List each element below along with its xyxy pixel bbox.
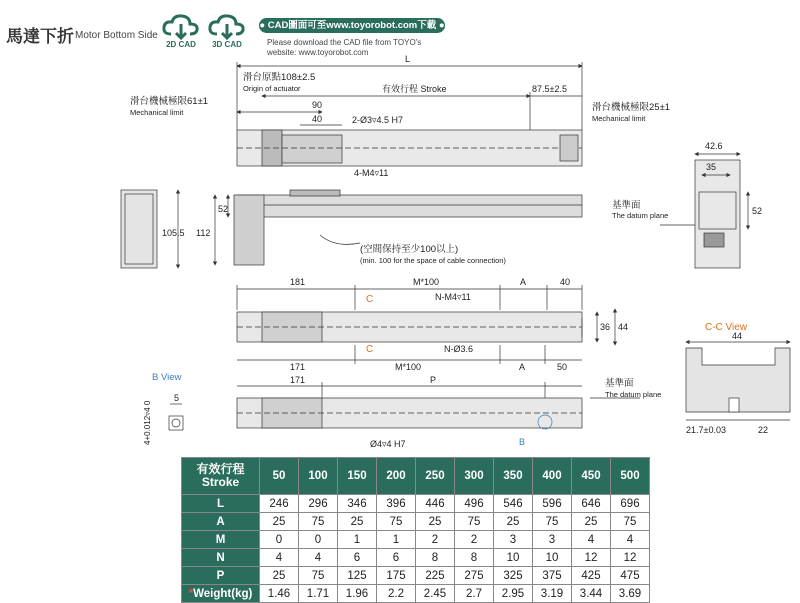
table-cell: 8 — [455, 549, 494, 567]
b-marker-label: B — [519, 437, 526, 447]
section-c-top-label: C — [366, 294, 374, 305]
table-cell: 446 — [416, 495, 455, 513]
table-cell: 396 — [377, 495, 416, 513]
dim-181: 181 — [290, 277, 306, 287]
stroke-header-cn: 有效行程 — [196, 462, 245, 476]
table-row — [182, 495, 650, 513]
nm4-label: N-M4▿11 — [435, 292, 471, 302]
dim-42-6: 42.6 — [705, 141, 723, 151]
table-row-weight — [182, 585, 650, 603]
table-cell: 25 — [260, 513, 299, 531]
table-cell: 296 — [299, 495, 338, 513]
table-cell: 3 — [494, 531, 533, 549]
table-cell: 646 — [572, 495, 611, 513]
b-view-label: B View — [152, 372, 182, 383]
dim-52-side: 52 — [218, 204, 229, 214]
table-cell: 2 — [455, 531, 494, 549]
column-header: 450 — [572, 458, 611, 495]
table-cell: 346 — [338, 495, 377, 513]
column-header: 150 — [338, 458, 377, 495]
table-cell: 75 — [377, 513, 416, 531]
column-header: 250 — [416, 458, 455, 495]
dim-35: 35 — [706, 162, 717, 172]
table-cell: 3 — [533, 531, 572, 549]
row-label-weight — [182, 585, 260, 603]
table-cell: 8 — [416, 549, 455, 567]
banner-subtext-1: Please download the CAD file from TOYO's — [267, 38, 422, 47]
table-cell: 25 — [494, 513, 533, 531]
table-cell: 2.45 — [416, 585, 455, 603]
dim-tolerance: 4+0.012▿4 0 — [143, 400, 152, 445]
datum-label-en: The datum plane — [612, 211, 669, 220]
dim-112: 112 — [196, 228, 211, 238]
origin-label-en: Origin of actuator — [243, 84, 301, 93]
row-label: A — [182, 513, 260, 531]
table-cell: 4 — [260, 549, 299, 567]
dim-a-top: A — [520, 277, 527, 287]
table-cell: 6 — [377, 549, 416, 567]
dim-44-cc: 44 — [732, 331, 743, 341]
download-banner[interactable]: ● CAD圖面可至www.toyorobot.com下載 ● — [259, 20, 445, 31]
stroke-header — [182, 458, 260, 495]
dim-40-top: 40 — [560, 277, 571, 287]
row-label: P — [182, 567, 260, 585]
dim-40: 40 — [312, 114, 323, 124]
dim-171: 171 — [290, 362, 306, 372]
table-cell: 2.2 — [377, 585, 416, 603]
table-cell: 25 — [260, 567, 299, 585]
cc-view-label: C-C View — [705, 322, 748, 333]
stroke-header-en: Stroke — [201, 475, 240, 489]
dim-44: 44 — [618, 322, 629, 332]
table-cell: 475 — [611, 567, 650, 585]
cable-space-en: (min. 100 for the space of cable connection) — [360, 256, 506, 265]
table-header-row — [182, 458, 650, 495]
table-cell: 496 — [455, 495, 494, 513]
datum-label-cn: 基準面 — [612, 200, 641, 211]
table-cell: 75 — [455, 513, 494, 531]
cable-space-cn: (空間保持至少100以上) — [360, 244, 459, 255]
dim-p: P — [430, 375, 437, 385]
table-cell: 125 — [338, 567, 377, 585]
table-cell: 1.71 — [299, 585, 338, 603]
table-cell: 1.46 — [260, 585, 299, 603]
dim-50: 50 — [557, 362, 568, 372]
weight-label: Weight(kg) — [193, 587, 253, 600]
table-cell: 1 — [338, 531, 377, 549]
dim-87-5: 87.5±2.5 — [532, 84, 567, 94]
datum2-label-en: The datum plane — [605, 390, 662, 399]
dim-L: L — [405, 54, 411, 64]
table-cell: 75 — [533, 513, 572, 531]
dim-171-bottom: 171 — [290, 375, 306, 385]
table-cell: 4 — [299, 549, 338, 567]
table-cell: 2.95 — [494, 585, 533, 603]
column-header: 300 — [455, 458, 494, 495]
dim-21-7: 21.7±0.03 — [686, 425, 726, 435]
table-cell: 596 — [533, 495, 572, 513]
table-cell: 3.69 — [611, 585, 650, 603]
table-cell: 696 — [611, 495, 650, 513]
table-cell: 3.44 — [572, 585, 611, 603]
title-chinese: 馬達下折 — [6, 27, 74, 46]
dim-m100-bottom: M*100 — [395, 362, 422, 372]
table-cell: 75 — [299, 567, 338, 585]
row-label: N — [182, 549, 260, 567]
dim-22: 22 — [758, 425, 769, 435]
column-header: 50 — [260, 458, 299, 495]
column-header: 200 — [377, 458, 416, 495]
dim-52-right: 52 — [752, 206, 763, 216]
dim-90: 90 — [312, 100, 323, 110]
table-cell: 0 — [260, 531, 299, 549]
table-cell: 25 — [416, 513, 455, 531]
table-cell: 10 — [533, 549, 572, 567]
table-row — [182, 549, 650, 567]
dim-36: 36 — [600, 322, 611, 332]
table-cell: 375 — [533, 567, 572, 585]
column-header: 100 — [299, 458, 338, 495]
section-c-bottom-label: C — [366, 344, 374, 355]
table-cell: 246 — [260, 495, 299, 513]
hole-4-label: Ø4▿4 H7 — [370, 439, 406, 449]
column-header: 500 — [611, 458, 650, 495]
row-label: L — [182, 495, 260, 513]
table-cell: 75 — [299, 513, 338, 531]
column-header: 400 — [533, 458, 572, 495]
stroke-label: 有效行程 Stroke — [382, 84, 447, 94]
dim-m100-top: M*100 — [413, 277, 440, 287]
table-cell: 2 — [416, 531, 455, 549]
dim-a-bottom: A — [519, 362, 526, 372]
dim-5: 5 — [174, 393, 180, 403]
dim-105-5: 105.5 — [162, 228, 185, 238]
table-cell: 25 — [338, 513, 377, 531]
cad-2d-label: 2D CAD — [166, 40, 196, 49]
hole-h7-label: 2-Ø3▿4.5 H7 — [352, 115, 404, 125]
table-cell: 1.96 — [338, 585, 377, 603]
origin-label-cn: 滑台原點108±2.5 — [243, 72, 316, 83]
title-english: Motor Bottom Side — [75, 30, 158, 41]
banner-subtext-2: website: www.toyorobot.com — [267, 48, 369, 57]
mech-limit-left-en: Mechanical limit — [130, 108, 184, 117]
table-cell: 325 — [494, 567, 533, 585]
stroke-spec-table — [181, 457, 650, 603]
n-hole-label: N-Ø3.6 — [444, 344, 474, 354]
required-mark: * — [188, 587, 194, 600]
table-cell: 1 — [377, 531, 416, 549]
table-cell: 2.7 — [455, 585, 494, 603]
datum2-label-cn: 基準面 — [605, 378, 634, 389]
tap-m4-label: 4-M4▿11 — [354, 168, 389, 178]
table-cell: 12 — [572, 549, 611, 567]
mech-limit-right-cn: 滑台機械極限25±1 — [592, 102, 671, 113]
table-cell: 4 — [611, 531, 650, 549]
table-cell: 546 — [494, 495, 533, 513]
table-cell: 25 — [572, 513, 611, 531]
table-cell: 275 — [455, 567, 494, 585]
table-cell: 12 — [611, 549, 650, 567]
table-cell: 6 — [338, 549, 377, 567]
table-cell: 4 — [572, 531, 611, 549]
table-cell: 0 — [299, 531, 338, 549]
mech-limit-right-en: Mechanical limit — [592, 114, 646, 123]
cad-3d-label: 3D CAD — [212, 40, 242, 49]
table-cell: 75 — [611, 513, 650, 531]
table-cell: 425 — [572, 567, 611, 585]
table-row — [182, 513, 650, 531]
table-cell: 225 — [416, 567, 455, 585]
mech-limit-left-cn: 滑台機械極限61±1 — [130, 96, 209, 107]
table-cell: 175 — [377, 567, 416, 585]
table-row — [182, 567, 650, 585]
table-cell: 3.19 — [533, 585, 572, 603]
table-row — [182, 531, 650, 549]
row-label: M — [182, 531, 260, 549]
table-cell: 10 — [494, 549, 533, 567]
column-header: 350 — [494, 458, 533, 495]
